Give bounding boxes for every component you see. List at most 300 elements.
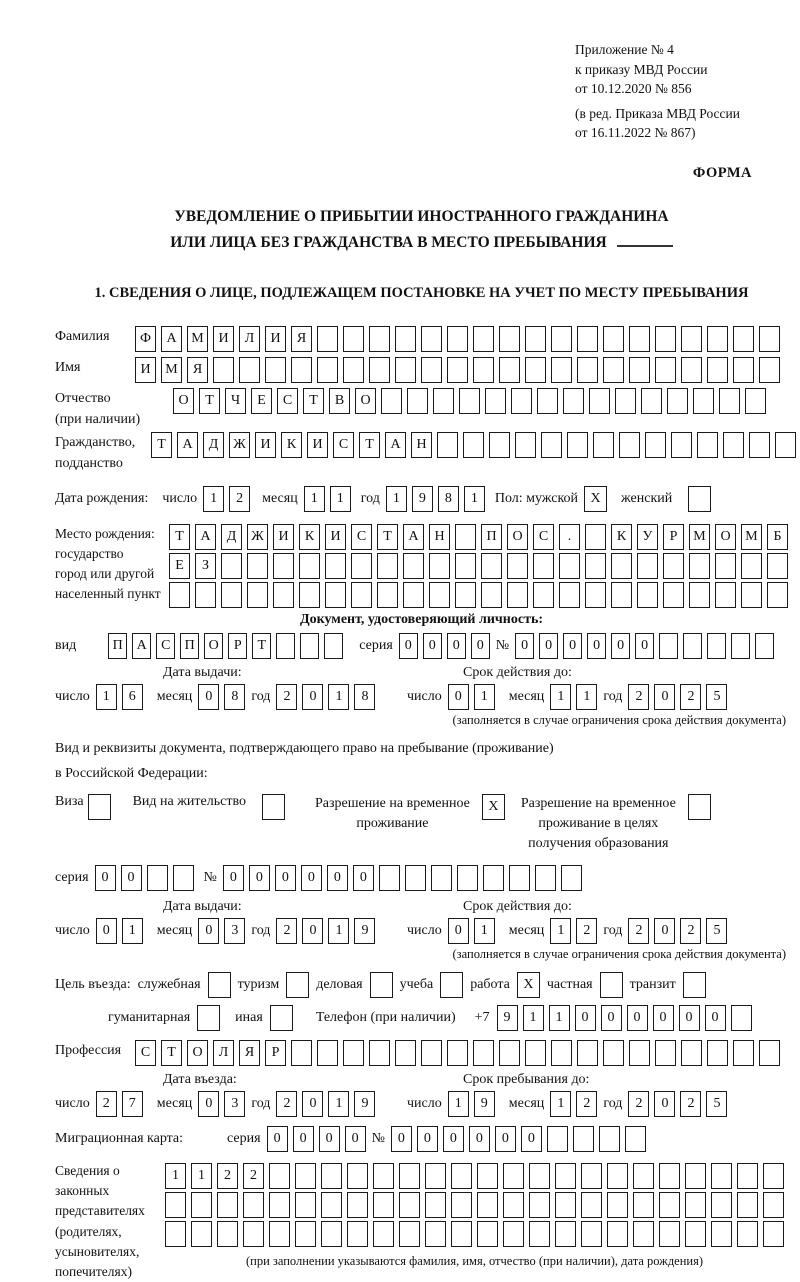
char-cell[interactable] <box>300 633 319 659</box>
char-cell[interactable] <box>593 432 614 458</box>
char-cell[interactable] <box>581 1163 602 1189</box>
char-cell[interactable] <box>555 1192 576 1218</box>
char-cell[interactable]: 0 <box>705 1005 726 1031</box>
char-cell[interactable] <box>243 1221 264 1247</box>
char-cell[interactable] <box>619 432 640 458</box>
char-cell[interactable]: 0 <box>469 1126 490 1152</box>
char-cell[interactable] <box>477 1163 498 1189</box>
char-cell[interactable]: Т <box>169 524 190 550</box>
char-cell[interactable] <box>573 1126 594 1152</box>
char-cell[interactable] <box>555 1221 576 1247</box>
char-cell[interactable] <box>741 553 762 579</box>
char-cell[interactable] <box>291 357 312 383</box>
char-cell[interactable] <box>477 1192 498 1218</box>
char-cell[interactable]: 0 <box>679 1005 700 1031</box>
char-cell[interactable] <box>437 432 458 458</box>
char-cell[interactable] <box>671 432 692 458</box>
char-cell[interactable]: 8 <box>224 684 245 710</box>
char-cell[interactable]: Д <box>203 432 224 458</box>
char-cell[interactable] <box>485 388 506 414</box>
char-cell[interactable]: 1 <box>191 1163 212 1189</box>
char-cell[interactable]: И <box>255 432 276 458</box>
char-cell[interactable] <box>529 1221 550 1247</box>
visa-checkbox[interactable] <box>88 794 111 820</box>
char-cell[interactable] <box>299 582 320 608</box>
char-cell[interactable]: 0 <box>563 633 582 659</box>
char-cell[interactable] <box>763 1221 784 1247</box>
char-cell[interactable]: 9 <box>354 1091 375 1117</box>
char-cell[interactable]: С <box>533 524 554 550</box>
char-cell[interactable]: С <box>135 1040 156 1066</box>
char-cell[interactable] <box>269 1192 290 1218</box>
char-cell[interactable] <box>191 1221 212 1247</box>
char-cell[interactable] <box>243 1192 264 1218</box>
char-cell[interactable]: 0 <box>198 684 219 710</box>
char-cell[interactable] <box>741 582 762 608</box>
char-cell[interactable]: А <box>385 432 406 458</box>
char-cell[interactable] <box>659 633 678 659</box>
char-cell[interactable]: 0 <box>121 865 142 891</box>
char-cell[interactable] <box>455 524 476 550</box>
char-cell[interactable] <box>489 432 510 458</box>
char-cell[interactable] <box>373 1192 394 1218</box>
char-cell[interactable] <box>599 1126 620 1152</box>
char-cell[interactable] <box>775 432 796 458</box>
char-cell[interactable]: О <box>715 524 736 550</box>
char-cell[interactable] <box>551 357 572 383</box>
char-cell[interactable] <box>755 633 774 659</box>
char-cell[interactable]: 1 <box>474 918 495 944</box>
char-cell[interactable]: 2 <box>229 486 250 512</box>
char-cell[interactable]: 1 <box>550 684 571 710</box>
char-cell[interactable] <box>633 1192 654 1218</box>
char-cell[interactable]: 2 <box>576 1091 597 1117</box>
char-cell[interactable]: Л <box>239 326 260 352</box>
char-cell[interactable]: Н <box>411 432 432 458</box>
char-cell[interactable] <box>173 865 194 891</box>
char-cell[interactable]: Б <box>767 524 788 550</box>
char-cell[interactable] <box>731 1005 752 1031</box>
purpose-other-checkbox[interactable] <box>270 1005 293 1031</box>
char-cell[interactable] <box>425 1192 446 1218</box>
char-cell[interactable]: Е <box>251 388 272 414</box>
char-cell[interactable] <box>429 553 450 579</box>
char-cell[interactable]: Н <box>429 524 450 550</box>
char-cell[interactable] <box>317 326 338 352</box>
char-cell[interactable] <box>711 1163 732 1189</box>
char-cell[interactable] <box>295 1221 316 1247</box>
char-cell[interactable] <box>723 432 744 458</box>
char-cell[interactable]: 2 <box>628 1091 649 1117</box>
char-cell[interactable] <box>585 524 606 550</box>
char-cell[interactable]: 1 <box>550 1091 571 1117</box>
char-cell[interactable] <box>707 326 728 352</box>
char-cell[interactable]: 0 <box>275 865 296 891</box>
char-cell[interactable]: П <box>108 633 127 659</box>
char-cell[interactable] <box>577 326 598 352</box>
char-cell[interactable]: Ч <box>225 388 246 414</box>
char-cell[interactable]: А <box>177 432 198 458</box>
char-cell[interactable] <box>555 1163 576 1189</box>
char-cell[interactable]: П <box>180 633 199 659</box>
char-cell[interactable] <box>749 432 770 458</box>
char-cell[interactable]: Т <box>252 633 271 659</box>
char-cell[interactable]: Я <box>187 357 208 383</box>
char-cell[interactable] <box>589 388 610 414</box>
char-cell[interactable]: 0 <box>448 684 469 710</box>
char-cell[interactable] <box>681 326 702 352</box>
char-cell[interactable]: О <box>173 388 194 414</box>
char-cell[interactable] <box>373 1163 394 1189</box>
char-cell[interactable]: 9 <box>497 1005 518 1031</box>
char-cell[interactable]: 0 <box>293 1126 314 1152</box>
char-cell[interactable] <box>377 553 398 579</box>
char-cell[interactable]: Т <box>359 432 380 458</box>
char-cell[interactable]: 0 <box>515 633 534 659</box>
char-cell[interactable] <box>481 582 502 608</box>
char-cell[interactable]: 0 <box>198 1091 219 1117</box>
char-cell[interactable] <box>551 1040 572 1066</box>
char-cell[interactable]: 2 <box>680 684 701 710</box>
char-cell[interactable] <box>535 865 556 891</box>
purpose-humanitarian-checkbox[interactable] <box>197 1005 220 1031</box>
char-cell[interactable]: 0 <box>611 633 630 659</box>
char-cell[interactable] <box>637 582 658 608</box>
char-cell[interactable] <box>273 553 294 579</box>
sex-female-checkbox[interactable] <box>688 486 711 512</box>
char-cell[interactable] <box>533 553 554 579</box>
char-cell[interactable] <box>509 865 530 891</box>
char-cell[interactable] <box>683 633 702 659</box>
char-cell[interactable]: 0 <box>653 1005 674 1031</box>
char-cell[interactable] <box>733 326 754 352</box>
temp-residence-edu-checkbox[interactable] <box>688 794 711 820</box>
char-cell[interactable]: О <box>204 633 223 659</box>
char-cell[interactable] <box>585 553 606 579</box>
char-cell[interactable] <box>707 633 726 659</box>
char-cell[interactable] <box>659 1163 680 1189</box>
char-cell[interactable] <box>685 1163 706 1189</box>
char-cell[interactable] <box>763 1163 784 1189</box>
char-cell[interactable]: 1 <box>474 684 495 710</box>
char-cell[interactable] <box>247 582 268 608</box>
char-cell[interactable]: 9 <box>474 1091 495 1117</box>
char-cell[interactable] <box>395 357 416 383</box>
char-cell[interactable]: 1 <box>330 486 351 512</box>
char-cell[interactable] <box>681 357 702 383</box>
char-cell[interactable] <box>217 1192 238 1218</box>
char-cell[interactable]: И <box>307 432 328 458</box>
char-cell[interactable]: . <box>559 524 580 550</box>
char-cell[interactable]: А <box>132 633 151 659</box>
char-cell[interactable]: И <box>325 524 346 550</box>
char-cell[interactable] <box>451 1221 472 1247</box>
char-cell[interactable] <box>577 1040 598 1066</box>
char-cell[interactable] <box>455 582 476 608</box>
char-cell[interactable]: 3 <box>224 1091 245 1117</box>
char-cell[interactable]: 0 <box>575 1005 596 1031</box>
char-cell[interactable]: 0 <box>627 1005 648 1031</box>
char-cell[interactable] <box>295 1192 316 1218</box>
char-cell[interactable] <box>547 1126 568 1152</box>
char-cell[interactable]: 0 <box>223 865 244 891</box>
char-cell[interactable] <box>325 553 346 579</box>
char-cell[interactable]: А <box>403 524 424 550</box>
char-cell[interactable] <box>369 326 390 352</box>
char-cell[interactable] <box>369 1040 390 1066</box>
char-cell[interactable]: С <box>333 432 354 458</box>
char-cell[interactable] <box>451 1163 472 1189</box>
char-cell[interactable]: Д <box>221 524 242 550</box>
char-cell[interactable] <box>473 326 494 352</box>
char-cell[interactable] <box>585 582 606 608</box>
char-cell[interactable] <box>499 357 520 383</box>
char-cell[interactable] <box>681 1040 702 1066</box>
char-cell[interactable] <box>373 1221 394 1247</box>
char-cell[interactable]: 0 <box>443 1126 464 1152</box>
char-cell[interactable] <box>659 1192 680 1218</box>
char-cell[interactable]: 2 <box>276 918 297 944</box>
char-cell[interactable] <box>607 1192 628 1218</box>
char-cell[interactable] <box>529 1163 550 1189</box>
char-cell[interactable]: 0 <box>391 1126 412 1152</box>
char-cell[interactable]: П <box>481 524 502 550</box>
char-cell[interactable] <box>499 326 520 352</box>
char-cell[interactable] <box>269 1163 290 1189</box>
char-cell[interactable]: 5 <box>706 1091 727 1117</box>
char-cell[interactable] <box>421 357 442 383</box>
char-cell[interactable]: 0 <box>96 918 117 944</box>
char-cell[interactable] <box>561 865 582 891</box>
char-cell[interactable] <box>455 553 476 579</box>
char-cell[interactable] <box>629 357 650 383</box>
char-cell[interactable] <box>737 1192 758 1218</box>
char-cell[interactable] <box>581 1221 602 1247</box>
char-cell[interactable]: 0 <box>654 1091 675 1117</box>
char-cell[interactable]: 1 <box>550 918 571 944</box>
char-cell[interactable] <box>537 388 558 414</box>
char-cell[interactable] <box>711 1192 732 1218</box>
char-cell[interactable] <box>399 1192 420 1218</box>
char-cell[interactable] <box>213 357 234 383</box>
char-cell[interactable] <box>447 357 468 383</box>
char-cell[interactable] <box>629 326 650 352</box>
char-cell[interactable] <box>321 1192 342 1218</box>
residence-permit-checkbox[interactable] <box>262 794 285 820</box>
char-cell[interactable]: К <box>611 524 632 550</box>
char-cell[interactable]: 0 <box>521 1126 542 1152</box>
char-cell[interactable] <box>403 582 424 608</box>
char-cell[interactable] <box>603 357 624 383</box>
char-cell[interactable] <box>425 1221 446 1247</box>
char-cell[interactable] <box>343 357 364 383</box>
char-cell[interactable] <box>407 388 428 414</box>
char-cell[interactable]: 1 <box>576 684 597 710</box>
char-cell[interactable] <box>607 1221 628 1247</box>
char-cell[interactable]: Т <box>199 388 220 414</box>
char-cell[interactable]: 9 <box>412 486 433 512</box>
purpose-work-checkbox[interactable]: X <box>517 972 540 998</box>
char-cell[interactable] <box>457 865 478 891</box>
char-cell[interactable]: Л <box>213 1040 234 1066</box>
char-cell[interactable] <box>759 1040 780 1066</box>
char-cell[interactable]: 0 <box>267 1126 288 1152</box>
char-cell[interactable] <box>239 357 260 383</box>
char-cell[interactable] <box>421 1040 442 1066</box>
char-cell[interactable]: И <box>213 326 234 352</box>
char-cell[interactable] <box>719 388 740 414</box>
char-cell[interactable] <box>169 582 190 608</box>
char-cell[interactable] <box>481 553 502 579</box>
char-cell[interactable] <box>399 1163 420 1189</box>
char-cell[interactable] <box>611 582 632 608</box>
char-cell[interactable]: 5 <box>706 918 727 944</box>
char-cell[interactable] <box>347 1192 368 1218</box>
char-cell[interactable]: 0 <box>399 633 418 659</box>
char-cell[interactable] <box>567 432 588 458</box>
char-cell[interactable]: 0 <box>302 918 323 944</box>
char-cell[interactable] <box>637 553 658 579</box>
char-cell[interactable] <box>291 1040 312 1066</box>
char-cell[interactable]: Ф <box>135 326 156 352</box>
char-cell[interactable]: 1 <box>328 684 349 710</box>
char-cell[interactable]: Р <box>663 524 684 550</box>
char-cell[interactable] <box>273 582 294 608</box>
char-cell[interactable]: 0 <box>495 1126 516 1152</box>
char-cell[interactable] <box>503 1221 524 1247</box>
sex-male-checkbox[interactable]: X <box>584 486 607 512</box>
char-cell[interactable]: 1 <box>386 486 407 512</box>
char-cell[interactable] <box>581 1192 602 1218</box>
char-cell[interactable]: 0 <box>327 865 348 891</box>
char-cell[interactable] <box>655 326 676 352</box>
char-cell[interactable] <box>737 1221 758 1247</box>
purpose-official-checkbox[interactable] <box>208 972 231 998</box>
char-cell[interactable] <box>433 388 454 414</box>
char-cell[interactable] <box>321 1163 342 1189</box>
char-cell[interactable]: 1 <box>448 1091 469 1117</box>
char-cell[interactable] <box>421 326 442 352</box>
char-cell[interactable] <box>615 388 636 414</box>
char-cell[interactable] <box>347 1221 368 1247</box>
temp-residence-checkbox[interactable]: X <box>482 794 505 820</box>
char-cell[interactable] <box>645 432 666 458</box>
char-cell[interactable] <box>763 1192 784 1218</box>
char-cell[interactable] <box>559 582 580 608</box>
char-cell[interactable]: 0 <box>345 1126 366 1152</box>
char-cell[interactable] <box>655 357 676 383</box>
char-cell[interactable] <box>707 357 728 383</box>
char-cell[interactable] <box>659 1221 680 1247</box>
char-cell[interactable]: 0 <box>471 633 490 659</box>
char-cell[interactable]: Ж <box>247 524 268 550</box>
char-cell[interactable] <box>473 357 494 383</box>
char-cell[interactable] <box>707 1040 728 1066</box>
char-cell[interactable] <box>351 553 372 579</box>
char-cell[interactable] <box>745 388 766 414</box>
char-cell[interactable]: 0 <box>417 1126 438 1152</box>
char-cell[interactable]: О <box>507 524 528 550</box>
char-cell[interactable] <box>463 432 484 458</box>
char-cell[interactable]: И <box>135 357 156 383</box>
char-cell[interactable]: 8 <box>438 486 459 512</box>
char-cell[interactable] <box>147 865 168 891</box>
char-cell[interactable] <box>503 1163 524 1189</box>
char-cell[interactable]: Е <box>169 553 190 579</box>
char-cell[interactable]: М <box>741 524 762 550</box>
char-cell[interactable]: Т <box>303 388 324 414</box>
char-cell[interactable] <box>503 1192 524 1218</box>
char-cell[interactable]: 1 <box>122 918 143 944</box>
char-cell[interactable]: К <box>299 524 320 550</box>
char-cell[interactable] <box>269 1221 290 1247</box>
char-cell[interactable] <box>559 553 580 579</box>
char-cell[interactable] <box>733 1040 754 1066</box>
char-cell[interactable] <box>447 326 468 352</box>
char-cell[interactable]: А <box>161 326 182 352</box>
char-cell[interactable] <box>603 1040 624 1066</box>
char-cell[interactable] <box>633 1221 654 1247</box>
char-cell[interactable]: 2 <box>217 1163 238 1189</box>
char-cell[interactable]: Я <box>239 1040 260 1066</box>
char-cell[interactable]: С <box>351 524 372 550</box>
char-cell[interactable] <box>247 553 268 579</box>
char-cell[interactable] <box>477 1221 498 1247</box>
char-cell[interactable] <box>395 1040 416 1066</box>
char-cell[interactable]: В <box>329 388 350 414</box>
char-cell[interactable] <box>381 388 402 414</box>
char-cell[interactable]: И <box>265 326 286 352</box>
char-cell[interactable] <box>767 553 788 579</box>
char-cell[interactable] <box>191 1192 212 1218</box>
char-cell[interactable] <box>165 1192 186 1218</box>
char-cell[interactable] <box>525 1040 546 1066</box>
char-cell[interactable]: 1 <box>96 684 117 710</box>
char-cell[interactable]: 0 <box>654 684 675 710</box>
char-cell[interactable]: З <box>195 553 216 579</box>
char-cell[interactable]: 7 <box>122 1091 143 1117</box>
char-cell[interactable]: С <box>277 388 298 414</box>
char-cell[interactable]: 6 <box>122 684 143 710</box>
char-cell[interactable]: 0 <box>654 918 675 944</box>
char-cell[interactable]: 9 <box>354 918 375 944</box>
char-cell[interactable] <box>533 582 554 608</box>
char-cell[interactable] <box>405 865 426 891</box>
char-cell[interactable]: 0 <box>302 1091 323 1117</box>
char-cell[interactable] <box>325 582 346 608</box>
char-cell[interactable]: 0 <box>249 865 270 891</box>
char-cell[interactable]: 2 <box>680 918 701 944</box>
char-cell[interactable] <box>611 553 632 579</box>
char-cell[interactable] <box>551 326 572 352</box>
char-cell[interactable]: 0 <box>423 633 442 659</box>
char-cell[interactable] <box>395 326 416 352</box>
char-cell[interactable]: 1 <box>328 1091 349 1117</box>
char-cell[interactable] <box>351 582 372 608</box>
char-cell[interactable]: О <box>187 1040 208 1066</box>
purpose-private-checkbox[interactable] <box>600 972 623 998</box>
char-cell[interactable]: Ж <box>229 432 250 458</box>
char-cell[interactable]: 0 <box>301 865 322 891</box>
char-cell[interactable]: 1 <box>304 486 325 512</box>
char-cell[interactable] <box>767 582 788 608</box>
char-cell[interactable] <box>324 633 343 659</box>
char-cell[interactable] <box>541 432 562 458</box>
char-cell[interactable]: 0 <box>447 633 466 659</box>
char-cell[interactable] <box>377 582 398 608</box>
char-cell[interactable] <box>217 1221 238 1247</box>
char-cell[interactable] <box>317 357 338 383</box>
